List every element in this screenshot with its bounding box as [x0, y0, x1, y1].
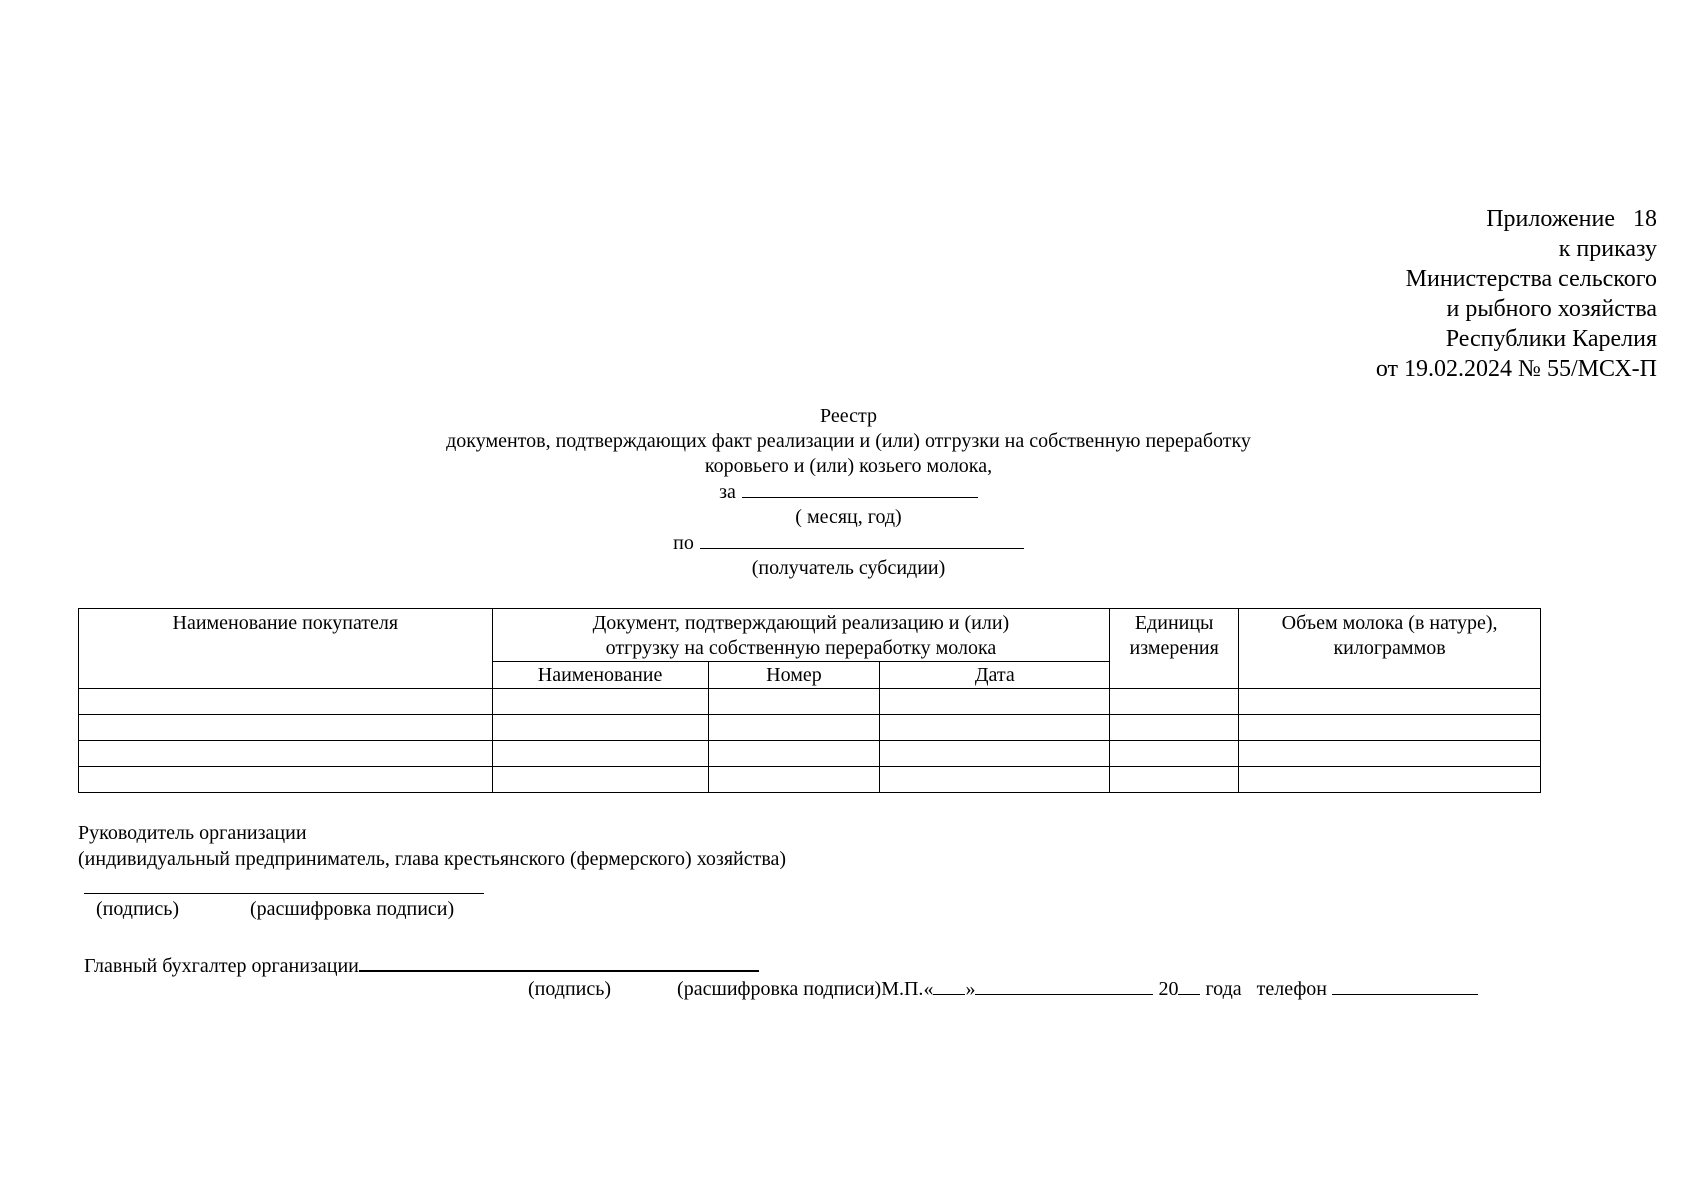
period-caption: ( месяц, год) — [795, 506, 902, 528]
recipient-prefix: по — [673, 532, 694, 554]
accountant-label: Главный бухгалтер организации — [84, 955, 359, 977]
table-cell[interactable] — [492, 715, 708, 741]
table-cell[interactable] — [1239, 767, 1541, 793]
accountant-signature-line[interactable] — [359, 950, 759, 972]
appendix-line: и рыбного хозяйства — [1446, 296, 1657, 322]
table-cell[interactable] — [708, 767, 880, 793]
subheader-number: Номер — [708, 662, 880, 689]
table-cell[interactable] — [1110, 689, 1239, 715]
table-cell[interactable] — [880, 689, 1110, 715]
table-cell[interactable] — [880, 767, 1110, 793]
appendix-line: Республики Карелия — [1445, 326, 1657, 352]
appendix-line: к приказу — [1558, 236, 1657, 262]
title-heading: Реестр — [820, 405, 877, 427]
appendix-line: Приложение 18 — [1486, 206, 1657, 232]
table-cell[interactable] — [1110, 715, 1239, 741]
period-row — [0, 479, 1697, 505]
phone-fill-line[interactable] — [1332, 976, 1478, 995]
recipient-caption: (получатель субсидии) — [751, 557, 946, 579]
table-row — [79, 767, 1541, 793]
table-cell[interactable] — [492, 767, 708, 793]
period-prefix: за — [719, 481, 736, 503]
bottom-decoding-caption: (расшифровка подписи) — [677, 978, 882, 1000]
head-subtitle: (индивидуальный предприниматель, глава крестьянского (фермерского) хозяйства) — [78, 848, 787, 870]
appendix-block — [1376, 204, 1657, 384]
table-cell[interactable] — [880, 741, 1110, 767]
subheader-name: Наименование — [492, 662, 708, 689]
year-fill-line[interactable] — [1178, 976, 1200, 995]
table-cell[interactable] — [79, 741, 493, 767]
head-signature-line[interactable] — [84, 893, 484, 894]
table-cell[interactable] — [708, 689, 880, 715]
year-suffix: года — [1205, 978, 1242, 1000]
phone-label: телефон — [1256, 978, 1328, 1000]
table-row — [79, 741, 1541, 767]
date-open-quote: « — [923, 978, 934, 1000]
table-cell[interactable] — [492, 741, 708, 767]
signature-caption: (подпись) — [96, 898, 180, 920]
table-cell[interactable] — [79, 715, 493, 741]
table-row — [79, 689, 1541, 715]
bottom-signature-caption: (подпись) — [528, 978, 612, 1000]
table-header-row — [79, 609, 1541, 662]
stamp-label: М.П. — [881, 978, 924, 1000]
subheader-date: Дата — [880, 662, 1110, 689]
header-units: Единицы измерения — [1110, 609, 1239, 689]
table-cell[interactable] — [1239, 715, 1541, 741]
table-cell[interactable] — [492, 689, 708, 715]
appendix-line: от 19.02.2024 № 55/МСХ-П — [1375, 356, 1657, 382]
document-title — [0, 404, 1697, 581]
head-title: Руководитель организации — [78, 822, 307, 844]
table-cell[interactable] — [79, 689, 493, 715]
head-signature-block — [78, 820, 786, 872]
title-line-2: коровьего и (или) козьего молока, — [704, 455, 993, 477]
table-cell[interactable] — [79, 767, 493, 793]
decoding-caption: (расшифровка подписи) — [250, 898, 455, 920]
table-cell[interactable] — [1239, 689, 1541, 715]
bottom-signature-row — [528, 976, 1478, 1002]
period-fill-line[interactable] — [742, 479, 978, 498]
table-cell[interactable] — [708, 741, 880, 767]
table-cell[interactable] — [708, 715, 880, 741]
table-cell[interactable] — [1110, 741, 1239, 767]
table-cell[interactable] — [880, 715, 1110, 741]
month-fill-line[interactable] — [975, 976, 1153, 995]
date-close-quote: » — [965, 978, 976, 1000]
year-prefix: 20 — [1158, 978, 1179, 1000]
table-row — [79, 715, 1541, 741]
recipient-row — [0, 530, 1697, 556]
header-buyer: Наименование покупателя — [79, 609, 493, 689]
registry-table — [78, 608, 1541, 793]
title-line-1: документов, подтверждающих факт реализации и (или) отгрузки на собственную переработку — [446, 430, 1251, 452]
accountant-block — [84, 950, 759, 979]
header-volume: Объем молока (в натуре), килограммов — [1239, 609, 1541, 689]
appendix-line: Министерства сельского — [1405, 266, 1657, 292]
recipient-fill-line[interactable] — [700, 530, 1024, 549]
table-cell[interactable] — [1110, 767, 1239, 793]
table-cell[interactable] — [1239, 741, 1541, 767]
header-document: Документ, подтверждающий реализацию и (или) отгрузку на собственную переработку молока — [492, 609, 1110, 662]
day-fill-line[interactable] — [933, 976, 965, 995]
